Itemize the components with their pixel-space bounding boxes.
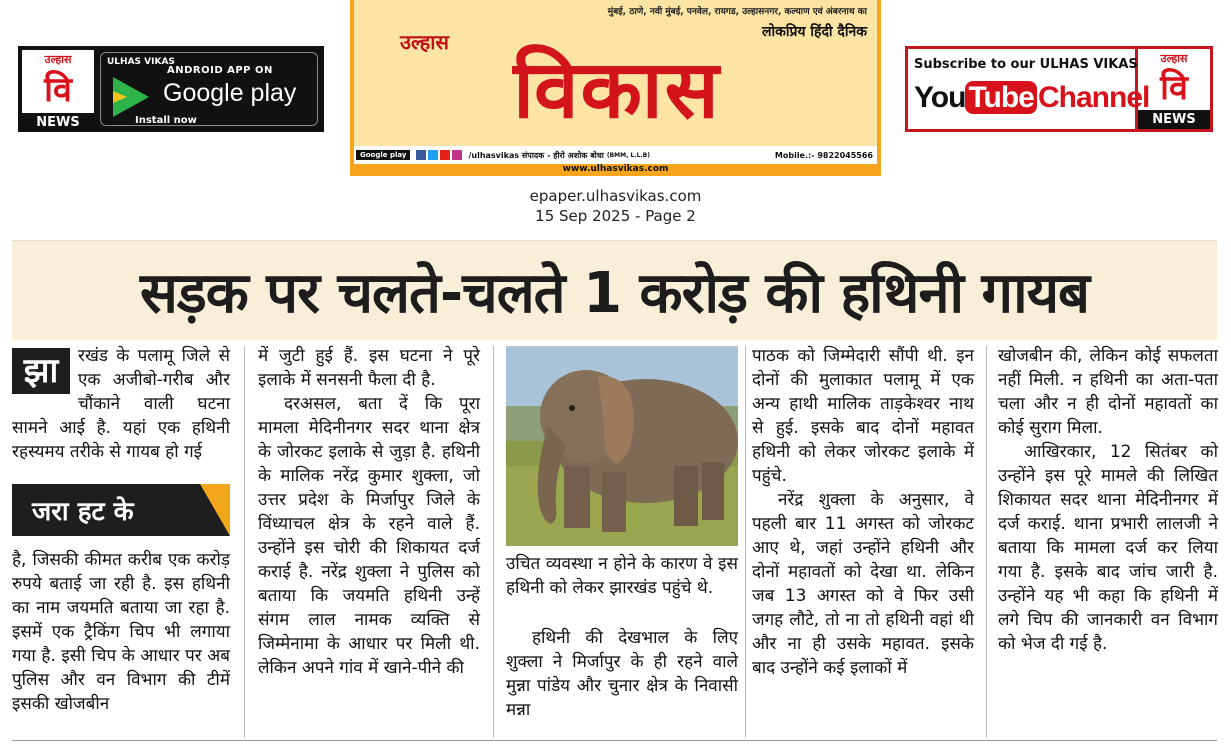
editor-line: /ulhasvikas संपादक - हीरो अशोक बोधा — [468, 150, 604, 160]
mobile-number: Mobile.:- 9822045566 — [774, 150, 873, 160]
instagram-icon[interactable] — [452, 150, 462, 160]
article-column-3-caption-text — [506, 552, 738, 600]
elephant-photo — [506, 346, 738, 546]
article-column-1-bottom — [12, 548, 230, 716]
logo-news-label: NEWS — [22, 113, 94, 132]
page-bottom-rule — [12, 740, 1217, 741]
logo-char: वि — [1160, 68, 1188, 108]
coverage-cities: मुंबई, ठाणे, नवी मुंबई, पनवेल, रायगड, उल्हासनगर, कल्याण एवं अंबरनाथ का — [607, 7, 867, 17]
column-5-paragraph-1: खोजबीन की, लेकिन कोई सफलता नहीं मिली. न हथिनी का अता-पता चला और न ही दोनों महावतों का कोई सुराग मिला. — [998, 346, 1218, 438]
masthead-info-bar — [354, 146, 877, 164]
column-4-paragraph-1: पाठक को जिम्मेदारी सौंपी थी. इन दोनों की मुलाकात पलामू में एक अन्य हाथी मालिक ताड़केश्वर नाथ से हुई. इसके बाद दोनों महावत हथिनी को लेकर जोरकट इलाके में पहुंचे. — [752, 346, 974, 486]
kicker-label — [12, 484, 230, 536]
column-divider — [244, 346, 245, 738]
column-1-text-bottom: है, जिसकी कीमत करीब एक करोड़ रुपये बताई जा रही है. इस हथिनी का नाम जयमति बताया जा रहा है. इसमें एक ट्रैकिंग चिप भी लगाया गया है. इसी चिप के आधार पर अब पुलिस और वन विभाग की टीमें इसकी खोजबीन — [12, 550, 230, 714]
masthead-title: विकास — [513, 43, 721, 136]
twitter-icon[interactable] — [428, 150, 438, 160]
column-divider — [745, 346, 746, 738]
article-column-5 — [998, 344, 1218, 656]
ulhas-vikas-news-logo — [22, 50, 94, 132]
google-play-box[interactable] — [100, 52, 318, 126]
youtube-badge-inner — [908, 49, 1150, 129]
column-3-paragraph-2: हथिनी की देखभाल के लिए शुक्ला ने मिर्जापुर के ही रहने वाले मुन्ना पांडेय और चुनार क्षेत्र के निवासी मन्ना — [506, 628, 738, 720]
column-divider — [986, 346, 987, 738]
column-2-paragraph-2: दरअसल, बता दें कि पूरा मामला मेदिनीनगर सदर थाना क्षेत्र के जोरकट इलाके से जुड़ा है. हथिनी के मालिक नरेंद्र कुमार शुक्ला, जो उत्तर प्रदेश के मिर्जापुर जिले के विंध्याचल क्षेत्र के रहने वाले हैं. उन्होंने इस चोरी की शिकायत दर्ज कराई है. नरेंद्र शुक्ला ने पुलिस को बताया कि जयमति हथिनी उन्हें संगम लाल नामक व्यक्ति से जिम्मेनामा के आधार पर मिली थी. लेकिन अपने गांव में खाने-पीने की — [258, 394, 480, 678]
install-now-label: Install now — [135, 115, 197, 126]
android-app-text: ANDROID APP ON — [167, 65, 273, 76]
article-column-3 — [506, 626, 738, 722]
logo-news-label: NEWS — [1138, 110, 1210, 129]
editor-degree: (BMM, L.L.B) — [606, 151, 650, 159]
masthead-inner — [354, 0, 877, 146]
column-3-paragraph-1: उचित व्यवस्था न होने के कारण वे इस हथिनी को लेकर झारखंड पहुंचे थे. — [506, 554, 738, 598]
youtube-wordmark — [914, 81, 1037, 115]
article-column-4 — [752, 344, 974, 680]
masthead-small-title: उल्हास — [400, 30, 449, 54]
youtube-icon[interactable] — [440, 150, 450, 160]
website-url[interactable]: www.ulhasvikas.com — [562, 164, 669, 174]
youtube-tube: Tube — [965, 81, 1036, 114]
logo-top-text: उल्हास — [1160, 52, 1188, 65]
column-4-paragraph-2: नरेंद्र शुक्ला के अनुसार, वे पहली बार 11 अगस्त को जोरकट आए थे, जहां उन्होंने हथिनी और दोनों महावतों को देखा था. लेकिन जब 13 अगस्त को वे फिर उसी जगह लौटे, तो ना तो हथिनी वहां थी और ना ही उसके महावत. इसके बाद उन्होंने कई इलाकों में — [752, 490, 974, 678]
google-play-app-badge[interactable] — [18, 46, 324, 132]
drop-cap: झा — [12, 348, 70, 394]
youtube-you: You — [914, 81, 966, 114]
headline-band — [12, 240, 1217, 340]
article-headline: सड़क पर चलते-चलते 1 करोड़ की हथिनी गायब — [139, 261, 1090, 326]
channel-text: Channel — [1038, 81, 1150, 114]
google-play-label: Google play — [163, 79, 297, 107]
epaper-site[interactable]: epaper.ulhasvikas.com — [529, 187, 702, 205]
article-column-1-top — [12, 344, 230, 464]
article-column-2 — [258, 344, 480, 680]
subscribe-text: Subscribe to our ULHAS VIKAS — [914, 57, 1138, 72]
column-2-paragraph-1: में जुटी हुई हैं. इस घटना ने पूरे इलाके में सनसनी फैला दी है. — [258, 346, 480, 390]
column-5-paragraph-2: आखिरकार, 12 सितंबर को उन्होंने इस पूरे मामले की लिखित शिकायत सदर थाना मेदिनीनगर में दर्ज कराई. थाना प्रभारी लालजी ने बताया कि मामला दर्ज कर लिया गया है. इसके बाद जांच जारी है. उन्होंने यह भी कहा कि हथिनी में लगे चिप की जानकारी वन विभाग को भेज दी गई है. — [998, 442, 1218, 654]
google-play-icon-accent — [113, 91, 127, 103]
logo-char: वि — [44, 70, 72, 110]
masthead — [350, 0, 881, 176]
facebook-icon[interactable] — [416, 150, 426, 160]
logo-top-text: उल्हास — [44, 53, 72, 66]
youtube-subscribe-badge[interactable] — [905, 46, 1213, 132]
kicker-text: जरा हट के — [32, 497, 134, 527]
masthead-tagline: लोकप्रिय हिंदी दैनिक — [761, 24, 867, 40]
badge-brand: ULHAS VIKAS — [107, 57, 175, 67]
google-play-mini-badge[interactable]: Google play — [356, 150, 410, 160]
edition-date-page: 15 Sep 2025 - Page 2 — [535, 207, 696, 225]
column-1-text-top: रखंड के पलामू जिले से एक अजीबो-गरीब और चौंकाने वाली घटना सामने आई है. यहां एक हथिनी रहस्यमय तरीके से गायब हो गई — [12, 346, 230, 462]
elephant-illustration — [506, 346, 738, 546]
column-divider — [493, 346, 494, 738]
edition-info — [0, 186, 1231, 226]
